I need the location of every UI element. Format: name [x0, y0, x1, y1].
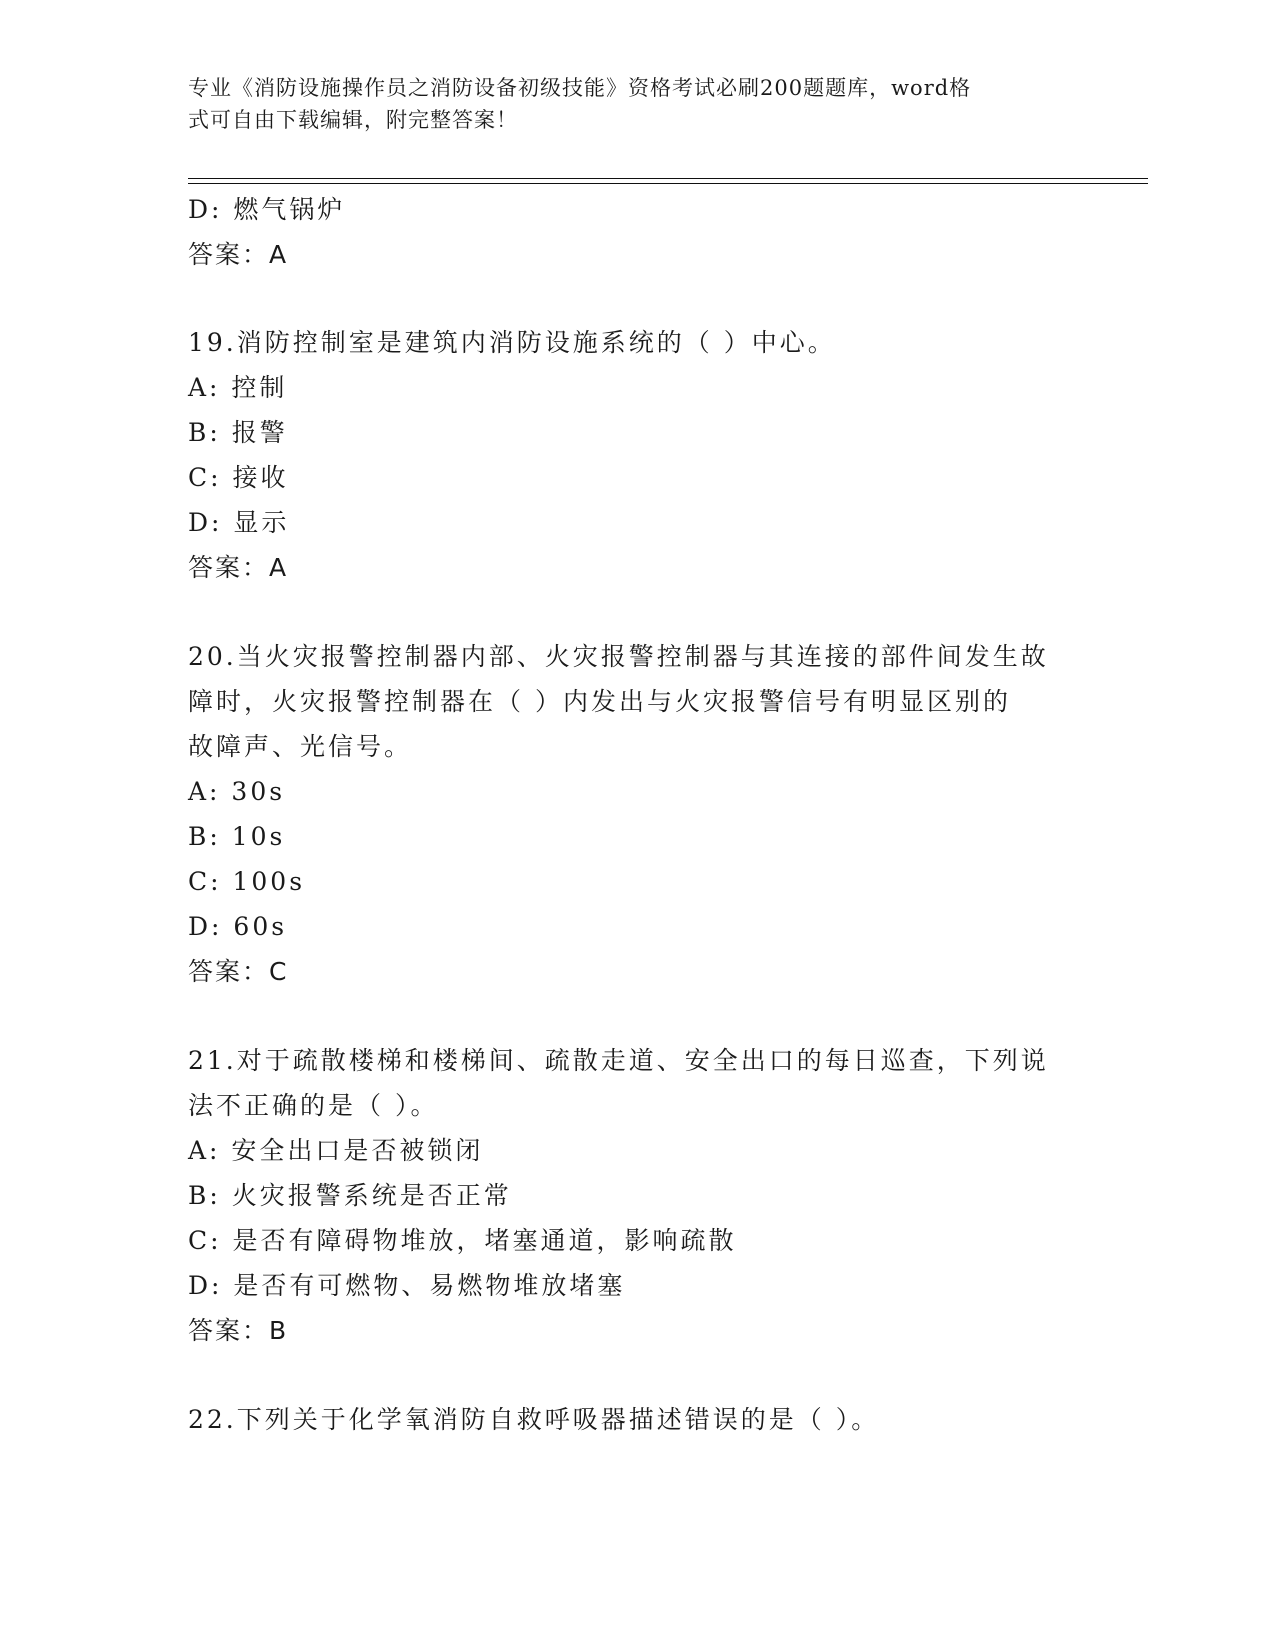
option-b: B: 火灾报警系统是否正常 — [188, 1181, 512, 1210]
question-stem: 20.当火灾报警控制器内部、火灾报警控制器与其连接的部件间发生故 — [188, 642, 1049, 671]
document-header — [188, 72, 1068, 136]
question-stem: 故障声、光信号。 — [188, 732, 413, 761]
question-stem: 障时，火灾报警控制器在（ ）内发出与火灾报警信号有明显区别的 — [188, 687, 1011, 716]
question-stem: 法不正确的是（ ）。 — [188, 1091, 439, 1120]
option-d: D: 是否有可燃物、易燃物堆放堵塞 — [188, 1271, 626, 1300]
option-d: D: 60s — [188, 912, 288, 941]
header-line-1: 专业《消防设施操作员之消防设备初级技能》资格考试必刷200题题库，word格 — [188, 76, 972, 100]
question-stem: 19.消防控制室是建筑内消防设施系统的（ ）中心。 — [188, 328, 836, 357]
option-b: B: 10s — [188, 822, 286, 851]
prev-option-d: D: 燃气锅炉 — [188, 195, 346, 224]
option-c: C: 是否有障碍物堆放，堵塞通道，影响疏散 — [188, 1226, 737, 1255]
answer: 答案：C — [188, 957, 289, 986]
prev-answer: 答案：A — [188, 240, 289, 269]
option-a: A: 安全出口是否被锁闭 — [188, 1136, 484, 1165]
option-a: A: 控制 — [188, 373, 288, 402]
header-line-2: 式可自由下载编辑，附完整答案！ — [188, 108, 518, 132]
header-divider-bottom — [188, 183, 1148, 184]
option-c: C: 100s — [188, 867, 306, 896]
option-d: D: 显示 — [188, 508, 290, 537]
header-divider-top — [188, 178, 1148, 179]
option-b: B: 报警 — [188, 418, 288, 447]
option-a: A: 30s — [188, 777, 286, 806]
question-stem: 21.对于疏散楼梯和楼梯间、疏散走道、安全出口的每日巡查，下列说 — [188, 1046, 1049, 1075]
option-c: C: 接收 — [188, 463, 289, 492]
question-stem: 22.下列关于化学氧消防自救呼吸器描述错误的是（ ）。 — [188, 1405, 880, 1434]
answer: 答案：B — [188, 1316, 289, 1345]
answer: 答案：A — [188, 553, 289, 582]
